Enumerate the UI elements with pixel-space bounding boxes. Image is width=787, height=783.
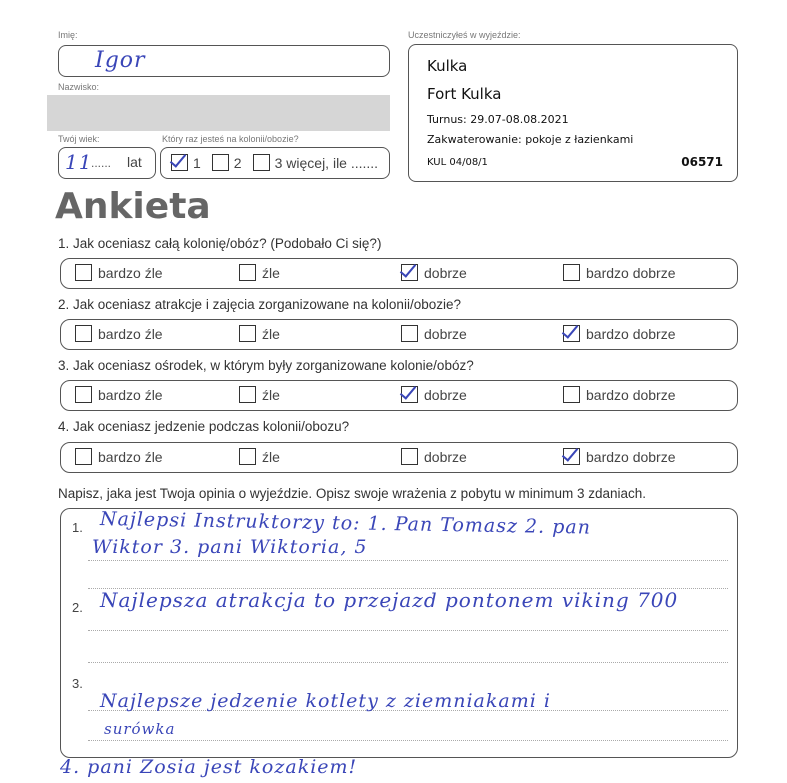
question-2-options	[60, 319, 738, 350]
answer-2-number: 2.	[72, 600, 83, 615]
q4-opt-4-label: bardzo dobrze	[586, 448, 676, 465]
accommodation-value: pokoje z łazienkami	[525, 133, 634, 146]
answer-1-line-1: Najlepsi Instruktorzy to: 1. Pan Tomasz 2. pan	[99, 508, 592, 539]
trip-label: Uczestniczyłeś w wyjeździe:	[408, 30, 521, 40]
opinion-prompt: Napisz, jaka jest Twoja opinia o wyjeździe. Opisz swoje wrażenia z pobytu w minimum 3 zdaniach.	[58, 486, 647, 501]
q3-opt-4-checkbox[interactable]	[563, 386, 580, 403]
q1-opt-1-checkbox[interactable]	[75, 264, 92, 281]
q3-opt-3-label: dobrze	[424, 386, 467, 403]
trip-card	[408, 44, 738, 182]
turnus-label: Turnus:	[427, 113, 467, 126]
q4-opt-3-checkbox[interactable]	[401, 448, 418, 465]
q2-opt-1-checkbox[interactable]	[75, 325, 92, 342]
q2-opt-3-checkbox[interactable]	[401, 325, 418, 342]
q2-opt-4-checkbox[interactable]	[563, 325, 580, 342]
extra-handwritten-line: 4. pani Zosia jest kozakiem!	[60, 756, 358, 778]
times-label: Który raz jesteś na kolonii/obozie?	[162, 134, 299, 144]
q3-opt-1-label: bardzo źle	[98, 386, 163, 403]
answer-1-line-2: Wiktor 3. pani Wiktoria, 5	[92, 536, 368, 558]
q3-opt-2-checkbox[interactable]	[239, 386, 256, 403]
question-1-text: 1. Jak oceniasz całą kolonię/obóz? (Podobało Ci się?)	[58, 236, 382, 251]
question-4-text: 4. Jak oceniasz jedzenie podczas kolonii/obozu?	[58, 419, 350, 434]
q4-opt-2-label: źle	[262, 448, 280, 465]
answer-3-number: 3.	[72, 676, 83, 691]
q1-opt-3-checkbox[interactable]	[401, 264, 418, 281]
name-label: Imię:	[58, 30, 78, 40]
q4-opt-3-label: dobrze	[424, 448, 467, 465]
age-dots: ......	[91, 156, 112, 170]
times-3-label: 3 więcej, ile .......	[274, 154, 379, 171]
ruled-line	[88, 560, 728, 561]
answer-3-line-2: surówka	[104, 720, 176, 738]
question-3-text: 3. Jak oceniasz ośrodek, w którym były zorganizowane kolonie/obóz?	[58, 358, 474, 373]
turnus-value: 29.07-08.08.2021	[470, 113, 569, 126]
times-2-label: 2	[233, 154, 242, 171]
question-1-options	[60, 258, 738, 289]
age-value: 11	[65, 150, 93, 174]
q2-opt-3-label: dobrze	[424, 325, 467, 342]
q2-opt-2-label: źle	[262, 325, 280, 342]
answer-3-line-1: Najlepsze jedzenie kotlety z ziemniakami i	[100, 690, 551, 712]
q4-opt-4-checkbox[interactable]	[563, 448, 580, 465]
surname-redaction	[47, 95, 390, 131]
survey-title: Ankieta	[55, 186, 211, 227]
q4-opt-1-checkbox[interactable]	[75, 448, 92, 465]
q3-opt-2-label: źle	[262, 386, 280, 403]
trip-code: KUL 04/08/1	[427, 157, 488, 168]
question-3-options	[60, 380, 738, 411]
q2-opt-1-label: bardzo źle	[98, 325, 163, 342]
answer-1-number: 1.	[72, 520, 83, 535]
q1-opt-1-label: bardzo źle	[98, 264, 163, 281]
age-unit: lat	[127, 154, 142, 170]
times-1-checkbox[interactable]	[171, 154, 188, 171]
q1-opt-2-label: źle	[262, 264, 280, 281]
name-value: Igor	[95, 48, 146, 73]
times-2-checkbox[interactable]	[212, 154, 229, 171]
age-label: Twój wiek:	[58, 134, 100, 144]
q1-opt-2-checkbox[interactable]	[239, 264, 256, 281]
q2-opt-4-label: bardzo dobrze	[586, 325, 676, 342]
times-1-label: 1	[193, 154, 201, 171]
q2-opt-2-checkbox[interactable]	[239, 325, 256, 342]
times-field	[160, 147, 390, 179]
trip-org: Kulka	[427, 57, 468, 75]
age-field[interactable]	[58, 147, 156, 179]
q3-opt-4-label: bardzo dobrze	[586, 386, 676, 403]
accommodation-label: Zakwaterowanie:	[427, 133, 522, 146]
trip-place: Fort Kulka	[427, 85, 502, 103]
question-4-options	[60, 442, 738, 473]
trip-number: 06571	[681, 155, 723, 169]
name-field[interactable]	[58, 45, 390, 77]
q1-opt-4-checkbox[interactable]	[563, 264, 580, 281]
q4-opt-1-label: bardzo źle	[98, 448, 163, 465]
q4-opt-2-checkbox[interactable]	[239, 448, 256, 465]
times-3-checkbox[interactable]	[253, 154, 270, 171]
q3-opt-1-checkbox[interactable]	[75, 386, 92, 403]
q1-opt-4-label: bardzo dobrze	[586, 264, 676, 281]
q3-opt-3-checkbox[interactable]	[401, 386, 418, 403]
q1-opt-3-label: dobrze	[424, 264, 467, 281]
answer-2-line-1: Najlepsza atrakcja to przejazd pontonem viking 700	[100, 588, 679, 612]
ruled-line	[88, 630, 728, 631]
ruled-line	[88, 662, 728, 663]
ruled-line	[88, 740, 728, 741]
surname-label: Nazwisko:	[58, 82, 100, 92]
question-2-text: 2. Jak oceniasz atrakcje i zajęcia zorganizowane na kolonii/obozie?	[58, 297, 461, 312]
